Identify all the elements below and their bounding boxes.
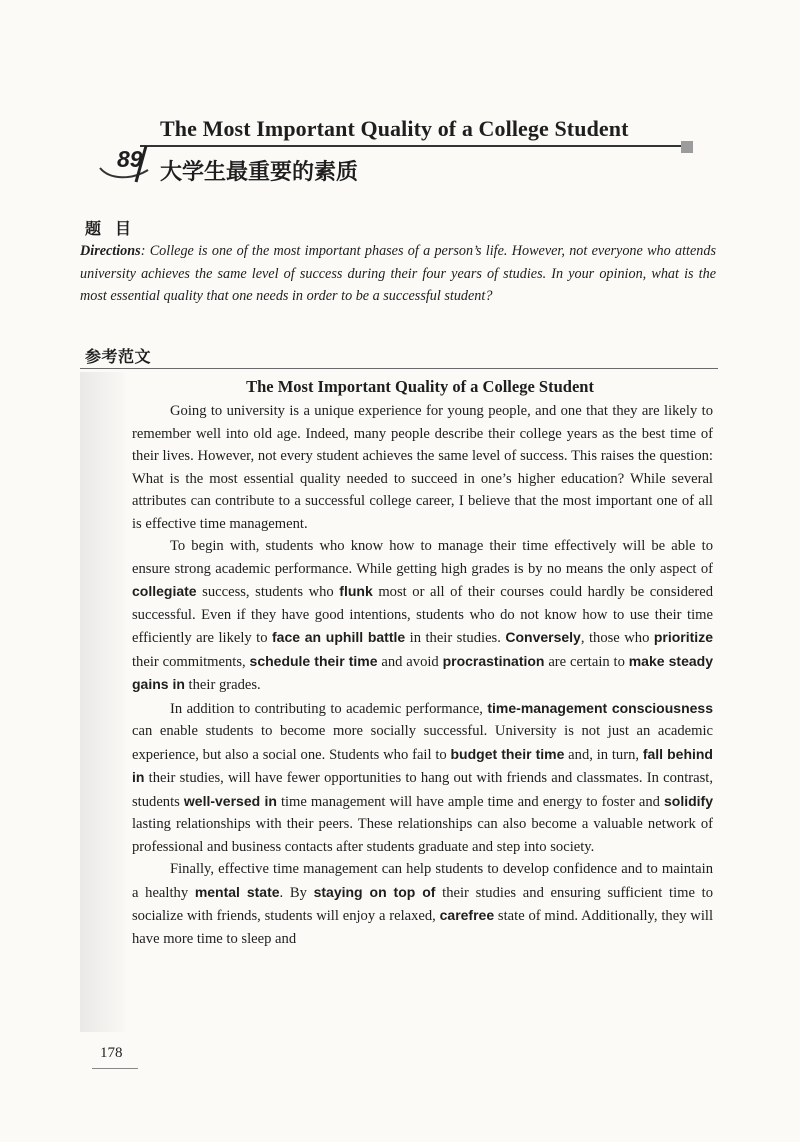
p2-text-8: are certain to (544, 653, 629, 670)
p4-text-1: Finally, effective time management can help students to develop confidence and to maintain a healthy (132, 861, 713, 901)
p3-text-5: time management will have ample time and energy to foster and (276, 793, 664, 810)
p2-text-1: To begin with, students who know how to manage their time effectively will be able to ensure strong academic performance. While getting high grades is by no means the only aspect of (132, 538, 713, 577)
p3-text-1: In addition to contributing to academic performance, (170, 700, 488, 717)
p3-text-4: their studies, will have fewer opportunities to hang out with friends and classmates. In contrast, students (132, 770, 713, 810)
p4-text-4: state of mind. Additionally, they will have more time to sleep and (132, 908, 713, 947)
p2-text-7: and avoid (377, 653, 443, 670)
page-number: 178 (100, 1045, 123, 1061)
p2-term-5: prioritize (653, 629, 713, 645)
p4-term-1: mental state (194, 883, 280, 900)
p3-term-3: fall behind in (132, 745, 713, 785)
footer-rule (92, 1068, 138, 1069)
p3-term-5: solidify (664, 792, 714, 809)
p2-text-6: their commitments, (132, 653, 250, 670)
rule-end-square (681, 141, 693, 153)
title-underline (140, 145, 688, 147)
directions-text: : College is one of the most important phases of a person’s life. However, not everyone who attends university achieves the same level of success during their four years of studies. In your opinion, what is the most essential quality that one needs in order to be a successful student? (80, 243, 716, 304)
chapter-title-english: The Most Important Quality of a College Student (160, 116, 629, 141)
p2-text-3: most or all of their courses could hardly be considered successful. Even if they have good intentions, students who do not know how to use their time efficiently are likely to (132, 584, 713, 646)
essay-paragraph-1: Going to university is a unique experience for young people, and one that they are likely to remember well into old age. Indeed, many people describe their college years as the best time of their lives. However, not every student achieves the same level of success. This raises the question: What is the most essential quality needed to succeed in one’s higher education? While several attributes can contribute to a successful college career, I believe that the most important one of all is effective time management. (132, 403, 713, 532)
chapter-title-chinese: 大学生最重要的素质 (160, 160, 359, 185)
essay-paragraph-3 (132, 697, 713, 859)
p4-text-2: . By (279, 884, 314, 901)
chapter-number: 89 (117, 146, 143, 172)
p3-term-4: well-versed in (183, 792, 277, 809)
section-divider (80, 368, 718, 369)
p2-term-6: schedule their time (249, 652, 378, 669)
p3-text-2: can enable students to become more socially successful. University is not just an academic experience, but also a social one. Students who fail to (132, 723, 713, 763)
p2-text-2: success, students who (196, 584, 340, 600)
essay-title: The Most Important Quality of a College Student (246, 377, 594, 396)
essay-body (132, 400, 713, 950)
directions (80, 240, 716, 308)
p3-term-1: time-management consciousness (487, 699, 713, 716)
p4-term-3: carefree (439, 907, 495, 923)
p3-term-2: budget their time (450, 745, 565, 762)
p3-text-6: lasting relationships with their peers. These relationships can also become a valuable network of professional and business contacts after students graduate and step into society. (132, 816, 713, 855)
essay-paragraph-2 (132, 535, 713, 697)
p2-text-4: in their studies. (405, 630, 506, 646)
p2-text-9: their grades. (184, 677, 261, 693)
p2-term-8: make steady gains in (132, 652, 713, 692)
essay-paragraph-4 (132, 858, 713, 950)
p4-text-3: their studies and ensuring sufficient time to socialize with friends, students will enjoy a relaxed, (132, 884, 713, 924)
directions-label: Directions (80, 243, 141, 259)
p2-term-2: flunk (339, 583, 373, 599)
p2-term-4: Conversely (505, 629, 581, 645)
p2-term-1: collegiate (132, 583, 197, 599)
p2-term-7: procrastination (442, 652, 545, 669)
p4-term-2: staying on top of (313, 883, 436, 900)
p2-text-5: , those who (580, 630, 654, 646)
reference-label: 参考范文 (85, 347, 152, 366)
faded-margin-band (80, 372, 125, 1032)
topic-label: 题目 (85, 219, 146, 238)
p2-term-3: face an uphill battle (272, 629, 406, 645)
p3-text-3: and, in turn, (564, 746, 643, 763)
